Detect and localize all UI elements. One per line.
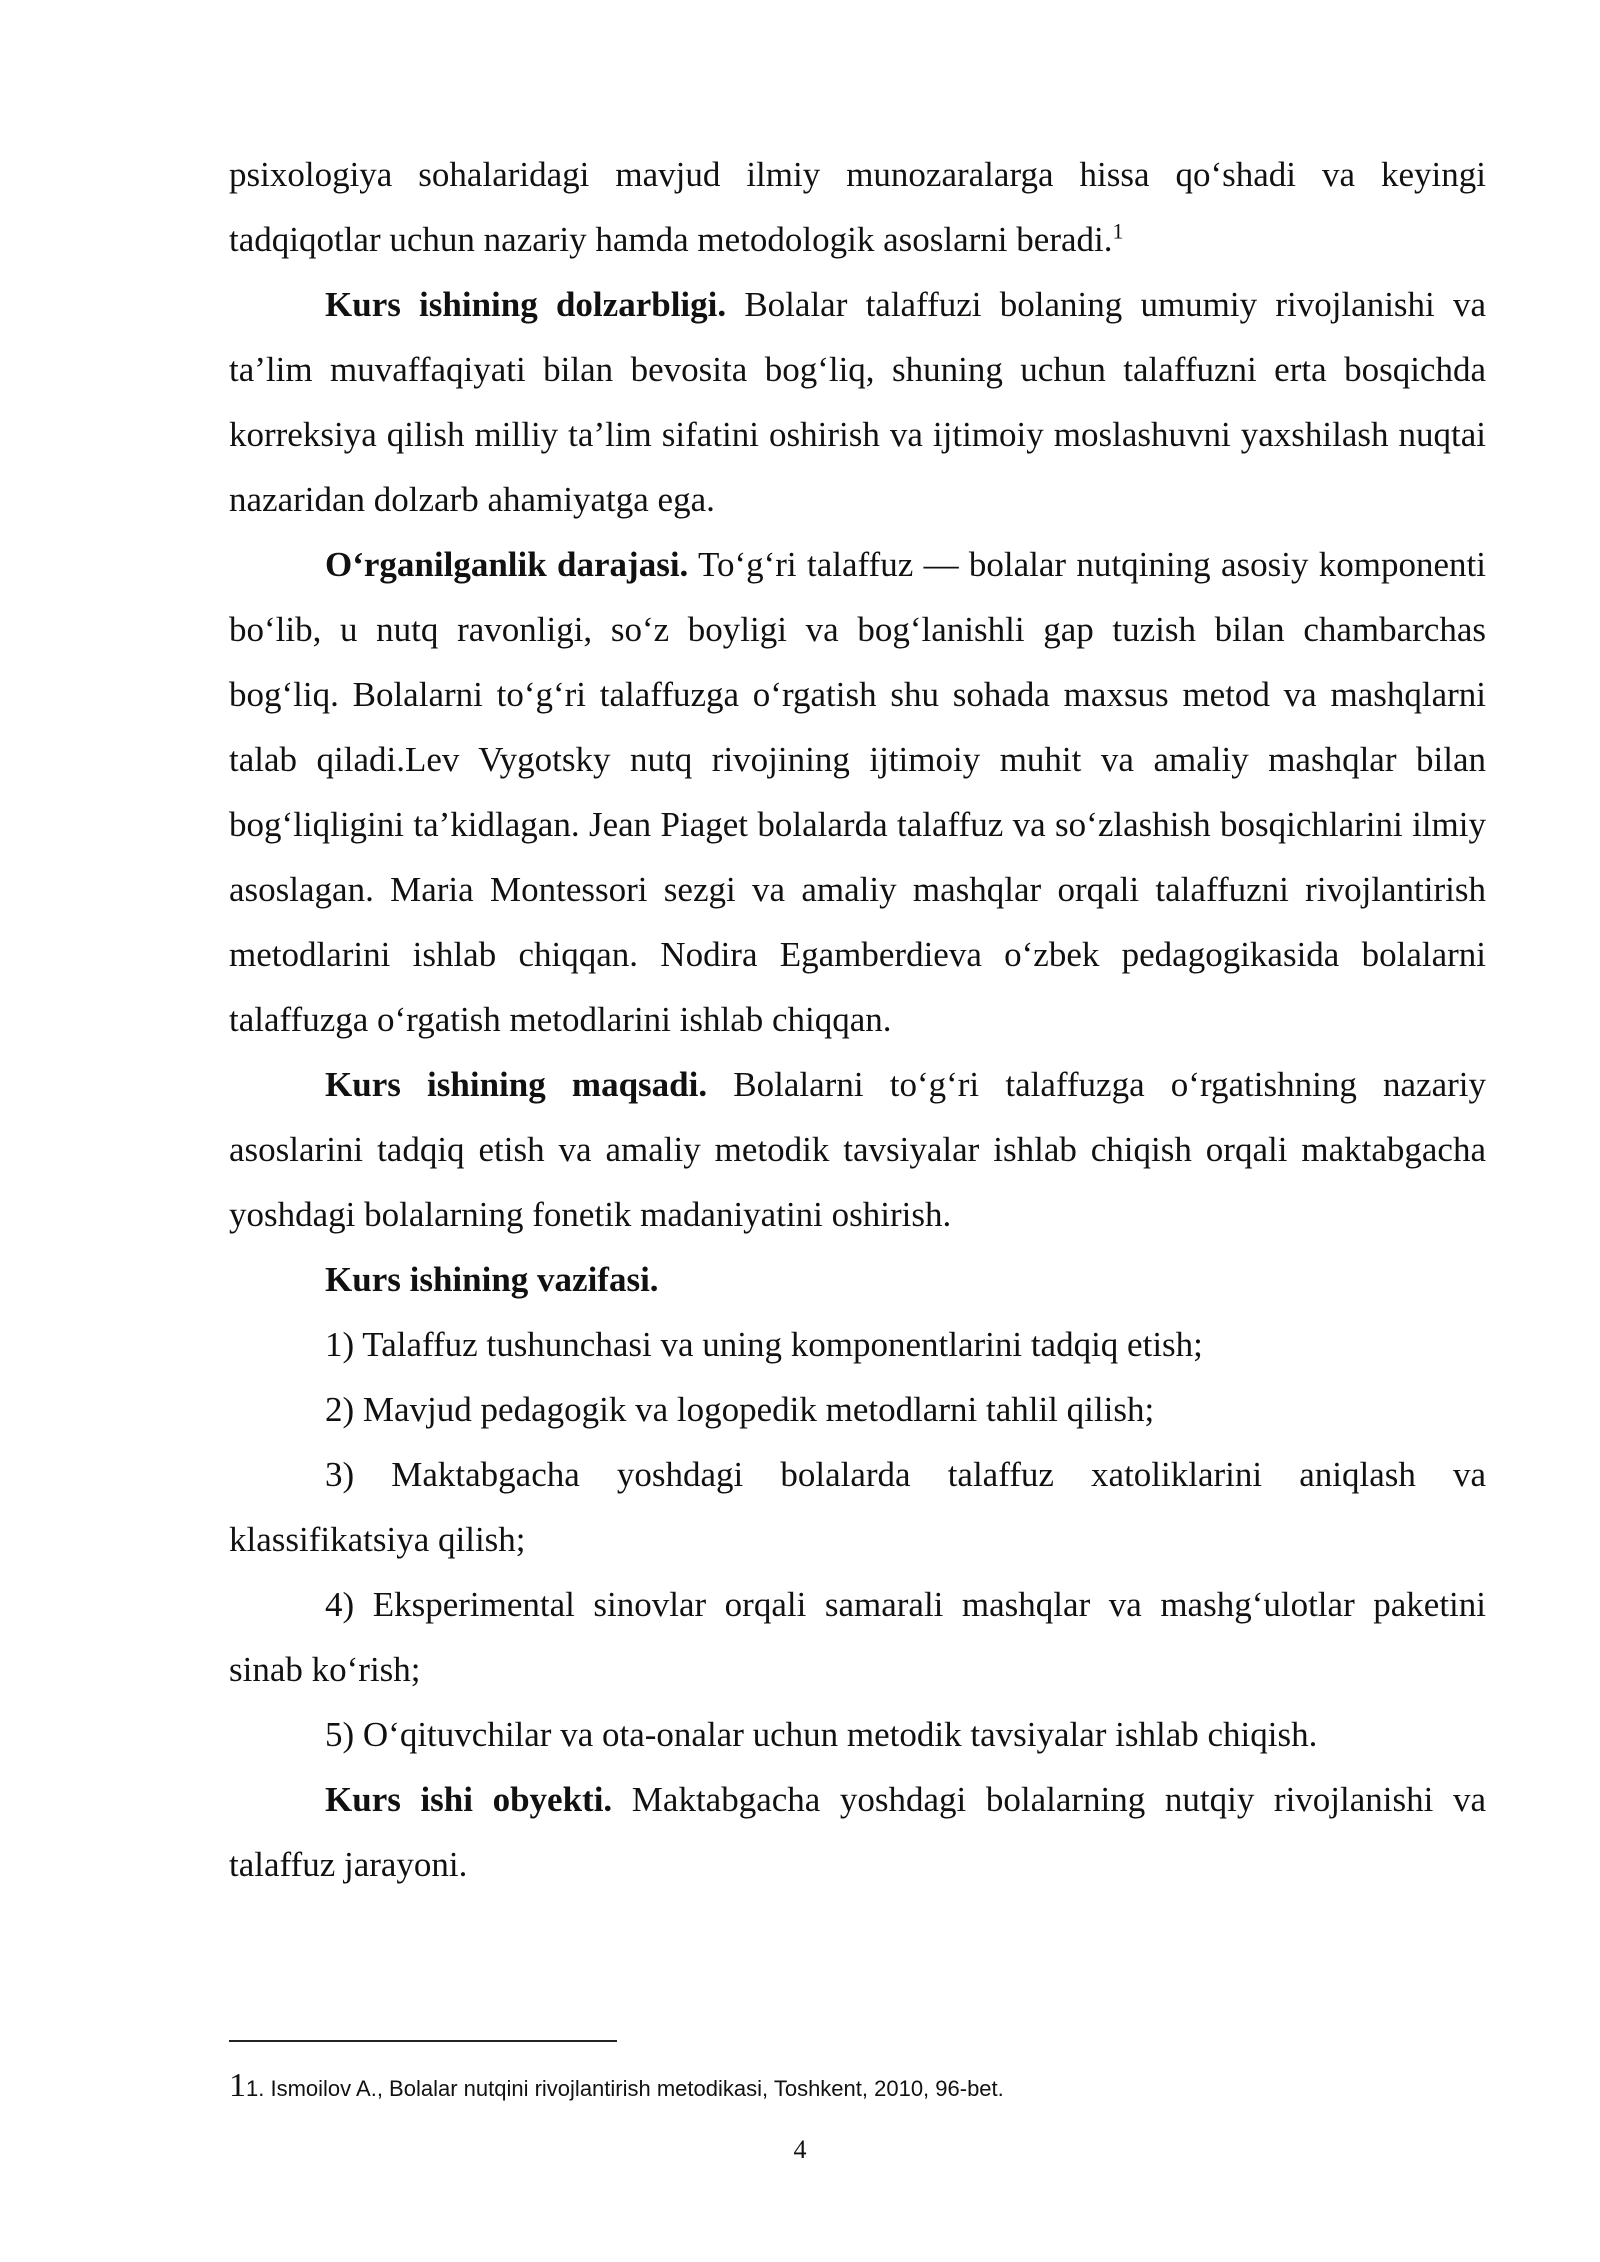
footnote [229,2066,1486,2109]
task-item-4: 4) Eksperimental sinovlar orqali samarali mashqlar va mashg‘ulotlar paketini sinab ko‘rish; [229,1585,1486,1689]
paragraph-text: To‘g‘ri talaffuz — bolalar nutqining asosiy komponenti bo‘lib, u nutq ravonligi, so‘z boyligi va bog‘lanishli gap tuzish bilan chambarchas bog‘liq. Bolalarni to‘g‘ri talaffuzga o‘rgatish shu sohada maxsus metod va mashqlarni talab qiladi.Lev Vygotsky nutq rivojining ijtimoiy muhit va amaliy mashqlar bilan bog‘liqligini ta’kidlagan. Jean Piaget bolalarda talaffuz va so‘zlashish bosqichlarini ilmiy asoslagan. Maria Montessori sezgi va amaliy mashqlar orqali talaffuzni rivojlantirish metodlarini ishlab chiqqan. Nodira Egamberdieva o‘zbek pedagogikasida bolalarni talaffuzga o‘rgatish metodlarini ishlab chiqqan. [229,545,1486,1039]
paragraph-relevance [229,272,1486,532]
section-heading-relevance: Kurs ishining dolzarbligi. [325,285,727,324]
section-heading-goal: Kurs ishining maqsadi. [325,1065,708,1104]
task-item-2: 2) Mavjud pedagogik va logopedik metodlarni tahlil qilish; [325,1390,1155,1429]
section-heading-object: Kurs ishi obyekti. [325,1780,613,1819]
paragraph-text: Maktabgacha yoshdagi bolalarning nutqiy rivojlanishi va talaffuz jarayoni. [229,1780,1486,1884]
page-number: 4 [793,2135,807,2164]
paragraph-tasks-heading [229,1247,1486,1312]
paragraph-research-level [229,532,1486,1052]
section-heading-research-level: O‘rganilganlik darajasi. [325,545,689,584]
footnote-separator [229,2040,617,2042]
paragraph-text: psixologiya sohalaridagi mavjud ilmiy munozaralarga hissa qo‘shadi va keyingi tadqiqotlar uchun nazariy hamda metodologik asoslarni beradi. [229,155,1486,259]
footnote-mark: 1 [229,2067,246,2104]
footnote-text: 1. Ismoilov A., Bolalar nutqini rivojlantirish metodikasi, Toshkent, 2010, 96-bet. [246,2076,1004,2101]
paragraph-goal [229,1052,1486,1247]
task-item-1: 1) Talaffuz tushunchasi va uning komponentlarini tadqiq etish; [325,1325,1203,1364]
task-item-5: 5) O‘qituvchilar va ota-onalar uchun metodik tavsiyalar ishlab chiqish. [325,1715,1318,1754]
task-item-3: 3) Maktabgacha yoshdagi bolalarda talaffuz xatoliklarini aniqlash va klassifikatsiya qilish; [229,1455,1486,1559]
paragraph-text: Bolalar talaffuzi bolaning umumiy rivojlanishi va ta’lim muvaffaqiyati bilan bevosita bog‘liq, shuning uchun talaffuzni erta bosqichda korreksiya qilish milliy ta’lim sifatini oshirish va ijtimoiy moslashuvni yaxshilash nuqtai nazaridan dolzarb ahamiyatga ega. [229,285,1487,519]
paragraph-intro-continuation [229,142,1486,272]
body-text [229,142,1486,1897]
paragraph-text: Bolalarni to‘g‘ri talaffuzga o‘rgatishning nazariy asoslarini tadqiq etish va amaliy metodik tavsiyalar ishlab chiqish orqali maktabgacha yoshdagi bolalarning fonetik madaniyatini oshirish. [229,1065,1486,1234]
section-heading-tasks: Kurs ishining vazifasi. [325,1260,659,1299]
paragraph-object [229,1767,1486,1897]
footnote-reference[interactable]: 1 [1112,218,1124,244]
